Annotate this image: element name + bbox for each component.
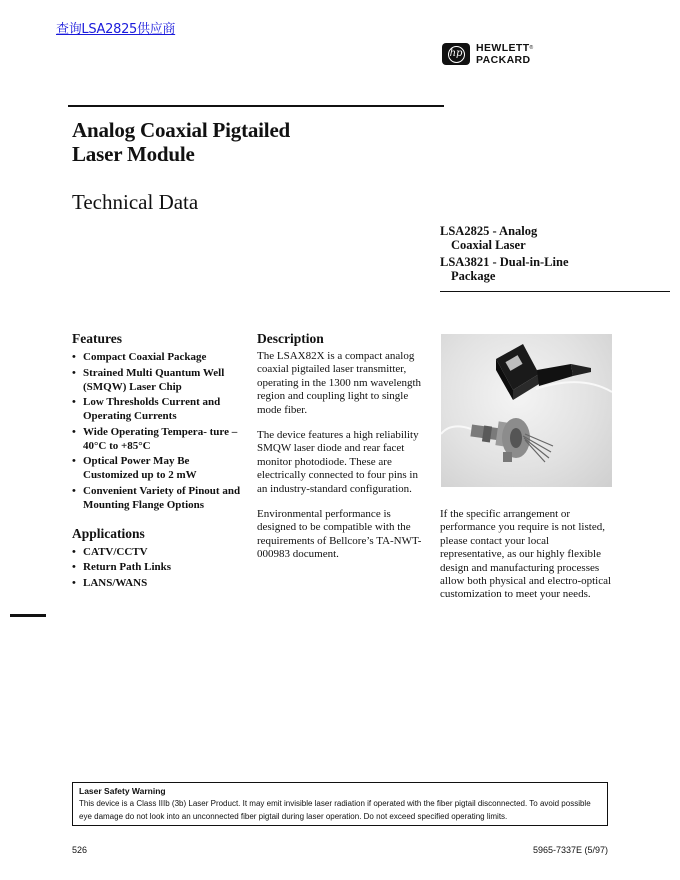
logo-line1: HEWLETT	[476, 42, 530, 54]
description-heading: Description	[257, 331, 324, 346]
customization-paragraph: If the specific arrangement or performance you require is not listed, please contact your local representative, as our highly flexible design and manufacturing processes allow both physical and electro-optical customization to meet your needs.	[440, 508, 612, 601]
feature-item: • Strained Multi Quantum Well (SMQW) Laser Chip	[72, 366, 247, 394]
applications-section	[72, 526, 247, 590]
application-item: • CATV/CCTV	[72, 545, 247, 559]
hp-logo-mark: hp	[448, 46, 465, 63]
document-title	[72, 118, 290, 166]
title-line2: Laser Module	[72, 142, 195, 166]
margin-marker	[10, 614, 46, 617]
warning-text: This device is a Class IIIb (3b) Laser Product. It may emit invisible laser radiation if operated with the fiber pigtail disconnected. To avoid possible eye damage do not look into an unconnected fiber pigtail during laser operation. Do not exceed specified operating limits.	[79, 799, 591, 821]
logo-registered: ®	[529, 45, 534, 51]
model-line2: Package	[451, 269, 496, 283]
description-paragraph: The LSAX82X is a compact analog coaxial pigtailed laser transmitter, operating in the 1300 nm wavelength region and coupling light to single mode fiber.	[257, 350, 422, 416]
feature-item: • Compact Coaxial Package	[72, 350, 247, 364]
hp-logo-text	[476, 42, 534, 66]
model-list	[440, 224, 569, 286]
model-item	[440, 255, 569, 283]
title-rule	[68, 105, 444, 107]
customization-column	[440, 508, 615, 602]
features-list	[72, 350, 247, 512]
model-item	[440, 224, 569, 252]
models-rule	[440, 291, 670, 292]
document-number: 5965-7337E (5/97)	[532, 845, 608, 855]
title-line1: Analog Coaxial Pigtailed	[72, 118, 291, 142]
model-line1: LSA2825 - Analog	[440, 224, 538, 238]
hp-logo-icon	[442, 43, 470, 65]
hp-logo	[442, 42, 534, 66]
features-heading: Features	[72, 331, 122, 346]
application-item: • Return Path Links	[72, 560, 247, 574]
model-line2: Coaxial Laser	[451, 238, 526, 252]
features-column	[72, 331, 247, 591]
applications-list	[72, 545, 247, 590]
applications-heading: Applications	[72, 525, 145, 541]
logo-line2: PACKARD	[476, 54, 531, 66]
description-paragraph: Environmental performance is designed to be compatible with the requirements of Bellcore’s TA-NWT-000983 document.	[257, 508, 422, 561]
description-paragraph: The device features a high reliability SMQW laser diode and rear facet monitor photodiode. These are electrically connected to four pins in an industry-standard configuration.	[257, 429, 419, 495]
feature-item: • Optical Power May Be Customized up to 2 mW	[72, 454, 247, 482]
document-subtitle: Technical Data	[72, 190, 199, 214]
product-photo	[441, 334, 612, 487]
page-number: 526	[72, 845, 88, 855]
application-item: • LANS/WANS	[72, 576, 247, 590]
feature-item: • Low Thresholds Current and Operating Currents	[72, 395, 247, 423]
supplier-link[interactable]: 查询LSA2825供应商	[56, 22, 176, 37]
laser-safety-warning	[72, 782, 608, 826]
warning-title: Laser Safety Warning	[79, 786, 166, 796]
feature-item: • Convenient Variety of Pinout and Mounting Flange Options	[72, 484, 247, 512]
feature-item: • Wide Operating Tempera- ture –40°C to +85°C	[72, 425, 247, 453]
laser-module-illustration	[441, 334, 612, 487]
description-column	[257, 331, 425, 574]
model-line1: LSA3821 - Dual-in-Line	[440, 255, 569, 269]
